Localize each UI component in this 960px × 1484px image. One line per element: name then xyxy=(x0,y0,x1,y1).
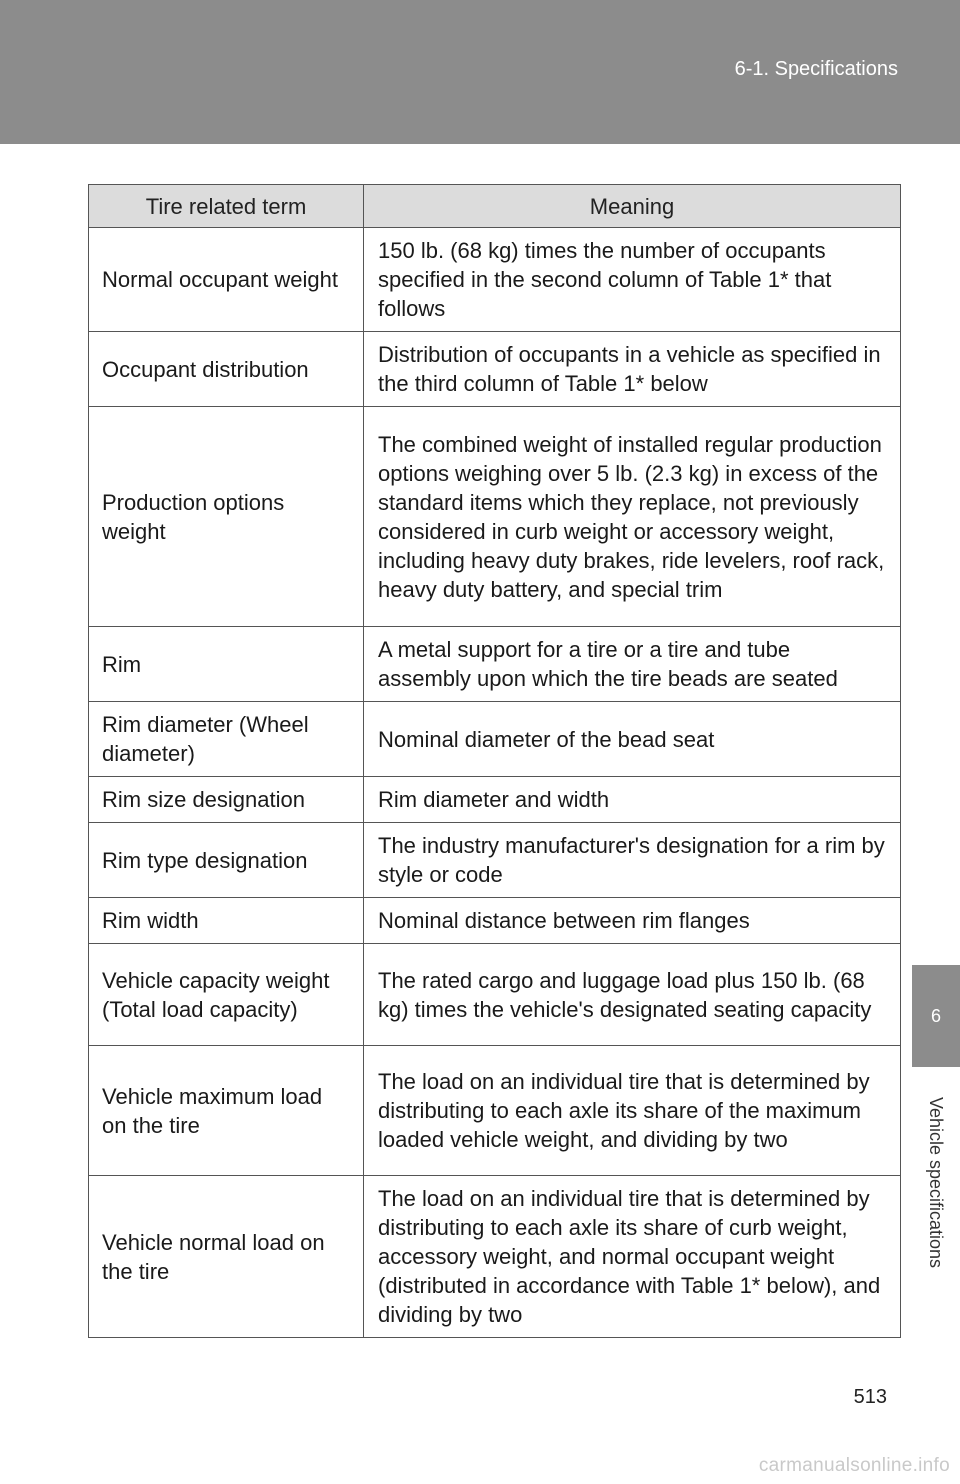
table-row xyxy=(89,1046,901,1176)
term-cell: Rim type designation xyxy=(89,823,364,898)
column-header-term: Tire related term xyxy=(89,185,364,228)
meaning-cell: The combined weight of installed regular production options weighing over 5 lb. (2.3 kg) in excess of the standard items which they replace, not previously considered in curb weight or accessory weight, including heavy duty brakes, ride levelers, roof rack, heavy duty battery, and special trim xyxy=(364,407,901,627)
chapter-label xyxy=(912,1067,960,1297)
table-row xyxy=(89,407,901,627)
column-header-meaning: Meaning xyxy=(364,185,901,228)
term-cell: Occupant distribution xyxy=(89,332,364,407)
meaning-cell: The industry manufacturer's designation for a rim by style or code xyxy=(364,823,901,898)
chapter-number-tab: 6 xyxy=(912,965,960,1067)
table-row xyxy=(89,898,901,944)
table-header-row xyxy=(89,185,901,228)
table-row xyxy=(89,944,901,1046)
tire-terms-table xyxy=(88,184,901,1338)
section-title: 6-1. Specifications xyxy=(734,58,898,80)
meaning-cell: 150 lb. (68 kg) times the number of occupants specified in the second column of Table 1* that follows xyxy=(364,228,901,332)
table-row xyxy=(89,332,901,407)
meaning-cell: Nominal diameter of the bead seat xyxy=(364,702,901,777)
chapter-label-text: Vehicle specifications xyxy=(926,1096,947,1268)
term-cell: Rim width xyxy=(89,898,364,944)
term-cell: Vehicle normal load on the tire xyxy=(89,1176,364,1338)
table-row xyxy=(89,823,901,898)
meaning-cell: The rated cargo and luggage load plus 150 lb. (68 kg) times the vehicle's designated seating capacity xyxy=(364,944,901,1046)
table-row xyxy=(89,627,901,702)
table-row xyxy=(89,777,901,823)
term-cell: Rim diameter (Wheel diameter) xyxy=(89,702,364,777)
meaning-cell: The load on an individual tire that is determined by distributing to each axle its share of the maximum loaded vehicle weight, and dividing by two xyxy=(364,1046,901,1176)
term-cell: Rim size designation xyxy=(89,777,364,823)
term-cell: Vehicle capacity weight (Total load capacity) xyxy=(89,944,364,1046)
page-number: 513 xyxy=(853,1386,887,1408)
term-cell: Vehicle maximum load on the tire xyxy=(89,1046,364,1176)
watermark: carmanualsonline.info xyxy=(758,1455,950,1476)
meaning-cell: Nominal distance between rim flanges xyxy=(364,898,901,944)
table-row xyxy=(89,702,901,777)
meaning-cell: Distribution of occupants in a vehicle as specified in the third column of Table 1* below xyxy=(364,332,901,407)
meaning-cell: Rim diameter and width xyxy=(364,777,901,823)
term-cell: Rim xyxy=(89,627,364,702)
term-cell: Normal occupant weight xyxy=(89,228,364,332)
page-header xyxy=(0,0,960,144)
meaning-cell: A metal support for a tire or a tire and tube assembly upon which the tire beads are seated xyxy=(364,627,901,702)
table-row xyxy=(89,228,901,332)
table-row xyxy=(89,1176,901,1338)
term-cell: Production options weight xyxy=(89,407,364,627)
meaning-cell: The load on an individual tire that is determined by distributing to each axle its share of curb weight, accessory weight, and normal occupant weight (distributed in accordance with Table 1* below), and dividing by two xyxy=(364,1176,901,1338)
